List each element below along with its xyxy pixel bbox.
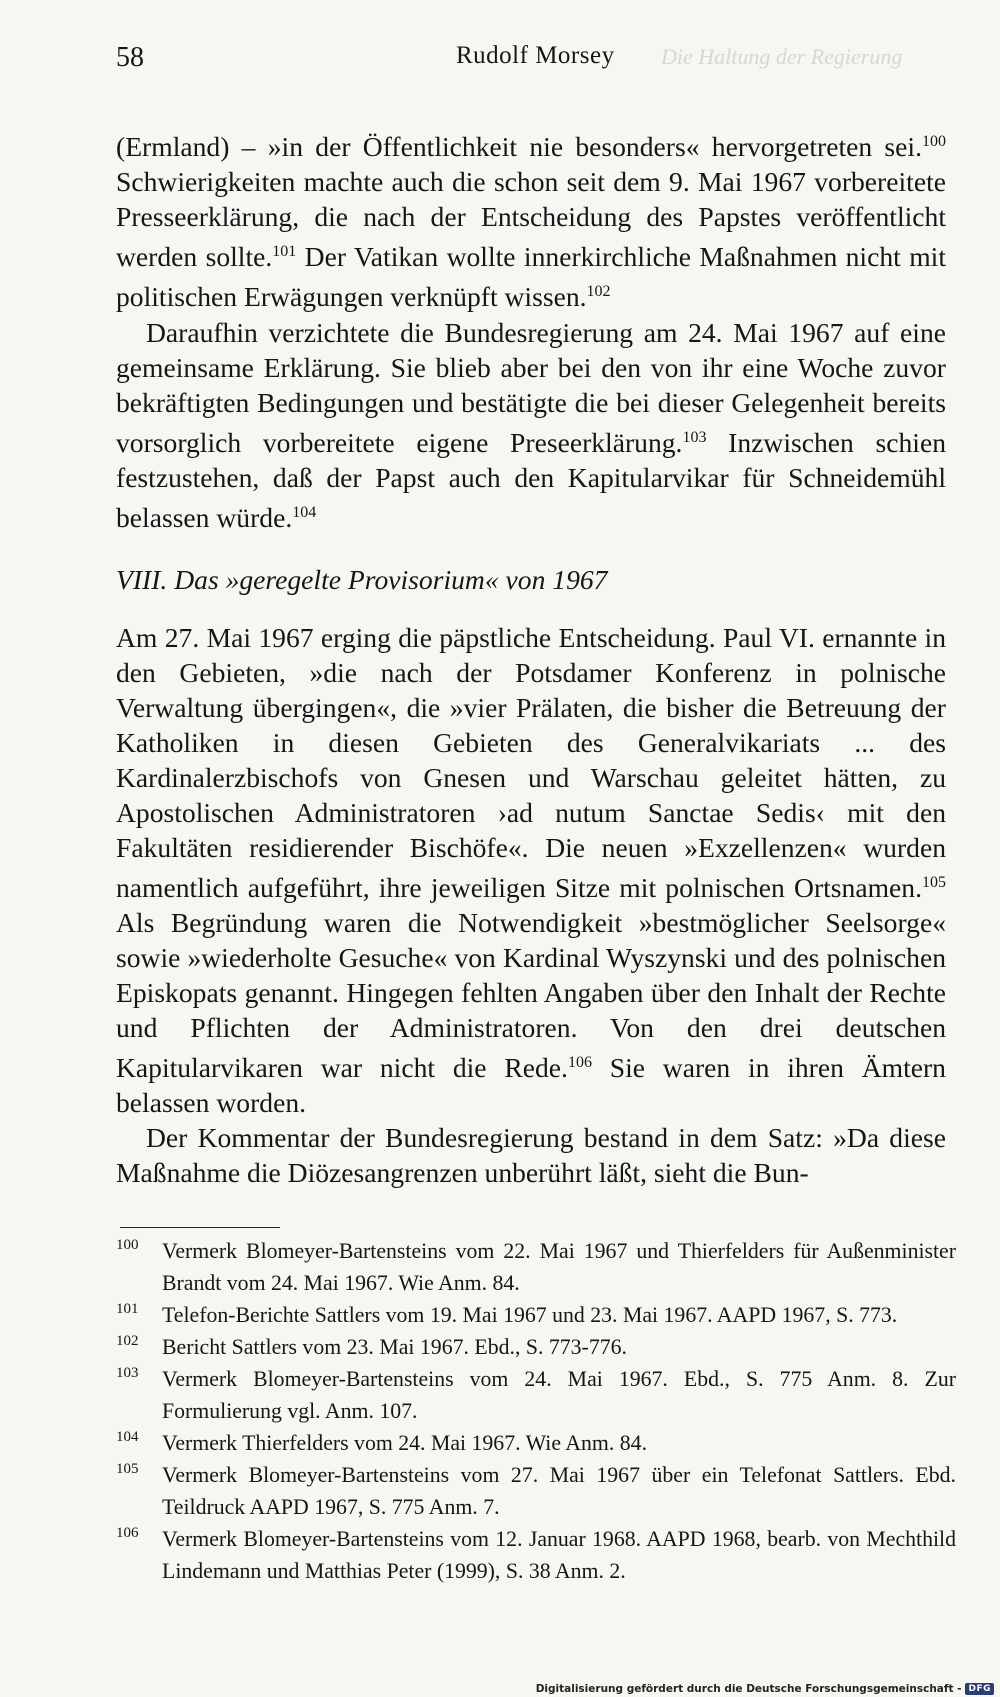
paragraph-3: Am 27. Mai 1967 erging die päpstliche Entscheidung. Paul VI. ernannte in den Gebieten, »die nach der Potsdamer Konferenz in polnische Verwaltung übergingen«, die »vier Prälaten, die bisher die Betreuung der Katholiken in diesen Gebieten des Generalvikariats ... des Kardinalerzbischofs von Gnesen und Warschau geleitet hätten, zu Apostolischen Administratoren ›ad nutum Sanctae Sedis‹ mit den Fakultäten residierender Bischöfe«. Die neuen »Exzellenzen« wurden namentlich aufgeführt, ihre jeweiligen Sitze mit polnischen Ortsnamen.$^{105}$ Als Begründung waren die Notwendigkeit »bestmöglicher Seelsorge« sowie »wiederholte Gesuche« von Kardinal Wyszynski und des polnischen Episkopats genannt. Hingegen fehlten Angaben über den Inhalt der Rechte und Pflichten der Administratoren. Von den drei deutschen Kapitularvikaren war nicht die Rede.$^{106}$ Sie waren in ihren Ämtern belassen worden. <box>116 621 946 1119</box>
footnote-number: 106 <box>116 1525 139 1541</box>
footnote-divider <box>120 1227 280 1228</box>
footnote-text: Vermerk Blomeyer-Bartensteins vom 27. Mai 1967 über ein Telefonat Sattlers. Ebd. Teildruck AAPD 1967, S. 775 Anm. 7. <box>162 1463 956 1519</box>
footnote-text: Vermerk Blomeyer-Bartensteins vom 22. Mai 1967 und Thierfelders für Außenminister Brandt vom 24. Mai 1967. Wie Anm. 84. <box>162 1239 956 1295</box>
footnote-ref: 105 <box>922 873 946 891</box>
footnote-number: 101 <box>116 1301 139 1317</box>
digitization-footer <box>536 1683 994 1695</box>
footnote <box>116 1363 956 1427</box>
footnote-ref: 104 <box>292 503 317 521</box>
footnote <box>116 1331 956 1363</box>
footnote-text: Vermerk Thierfelders vom 24. Mai 1967. Wie Anm. 84. <box>162 1431 648 1455</box>
footnote-text: Bericht Sattlers vom 23. Mai 1967. Ebd., S. 773-776. <box>162 1335 627 1359</box>
footnote-number: 104 <box>116 1429 139 1445</box>
page-number: 58 <box>116 42 144 73</box>
footnote-ref: 103 <box>682 428 707 446</box>
section-heading: VIII. Das »geregelte Provisorium« von 1967 <box>116 563 608 595</box>
footnote-ref: 100 <box>922 133 946 150</box>
footnote-number: 105 <box>116 1461 139 1477</box>
paragraph-4: Der Kommentar der Bundesregierung bestand in dem Satz: »Da diese Maßnahme die Diözesangrenzen unberührt läßt, sieht die Bun- <box>116 1122 946 1189</box>
footnote-number: 100 <box>116 1237 139 1253</box>
footer-credit: Digitalisierung gefördert durch die Deutsche Forschungsgemeinschaft - <box>535 1683 962 1695</box>
footnote <box>116 1459 956 1523</box>
footnote-number: 102 <box>116 1333 139 1349</box>
footnote-text: Telefon-Berichte Sattlers vom 19. Mai 1967 und 23. Mai 1967. AAPD 1967, S. 773. <box>162 1303 898 1327</box>
main-text <box>116 124 946 1190</box>
footnote <box>116 1299 956 1331</box>
dfg-logo: DFG <box>965 1683 994 1695</box>
footnote-ref: 106 <box>567 1054 592 1072</box>
running-head: Rudolf Morsey <box>456 42 615 69</box>
footnote-ref: 102 <box>586 283 611 301</box>
paragraph-2: Daraufhin verzichtete die Bundesregierung am 24. Mai 1967 auf eine gemeinsame Erklärung. Sie blieb aber bei den von ihr eine Woche zuvor bekräftigten Bedingungen und bestätigte die bei dieser Gelegenheit bereits vorsorglich vorbereitete eigene Preseerklärung.$^{103}$ Inzwischen schien festzustehen, daß der Papst auch den Kapitularvikar für Schneidemühl belassen würde.$^{104}$ <box>116 316 947 533</box>
bleed-through-text: Die Haltung der Regierung <box>661 44 903 69</box>
footnote-number: 103 <box>116 1365 139 1381</box>
footnote-text: Vermerk Blomeyer-Bartensteins vom 24. Mai 1967. Ebd., S. 775 Anm. 8. Zur Formulierung vgl. Anm. 107. <box>162 1367 956 1423</box>
footnote-ref: 101 <box>272 243 297 261</box>
footnote <box>116 1523 956 1587</box>
footnotes <box>116 1235 956 1587</box>
footnote-text: Vermerk Blomeyer-Bartensteins vom 12. Januar 1968. AAPD 1968, bearb. von Mechthild Lindemann und Matthias Peter (1999), S. 38 Anm. 2. <box>162 1527 956 1583</box>
footnote <box>116 1235 956 1299</box>
paragraph-1: (Ermland) – »in der Öffentlichkeit nie besonders« hervorgetreten sei.$^{100}$ Schwierigkeiten machte auch die schon seit dem 9. Mai 1967 vorbereitete Presseerklärung, die nach der Entscheidung des Papstes veröffentlicht werden sollte.$^{101}$ Der Vatikan wollte innerkirchliche Maßnahmen nicht mit politischen Erwägungen verknüpft wissen.$^{102}$ <box>116 131 946 313</box>
page-header <box>116 42 946 82</box>
footnote <box>116 1427 956 1459</box>
